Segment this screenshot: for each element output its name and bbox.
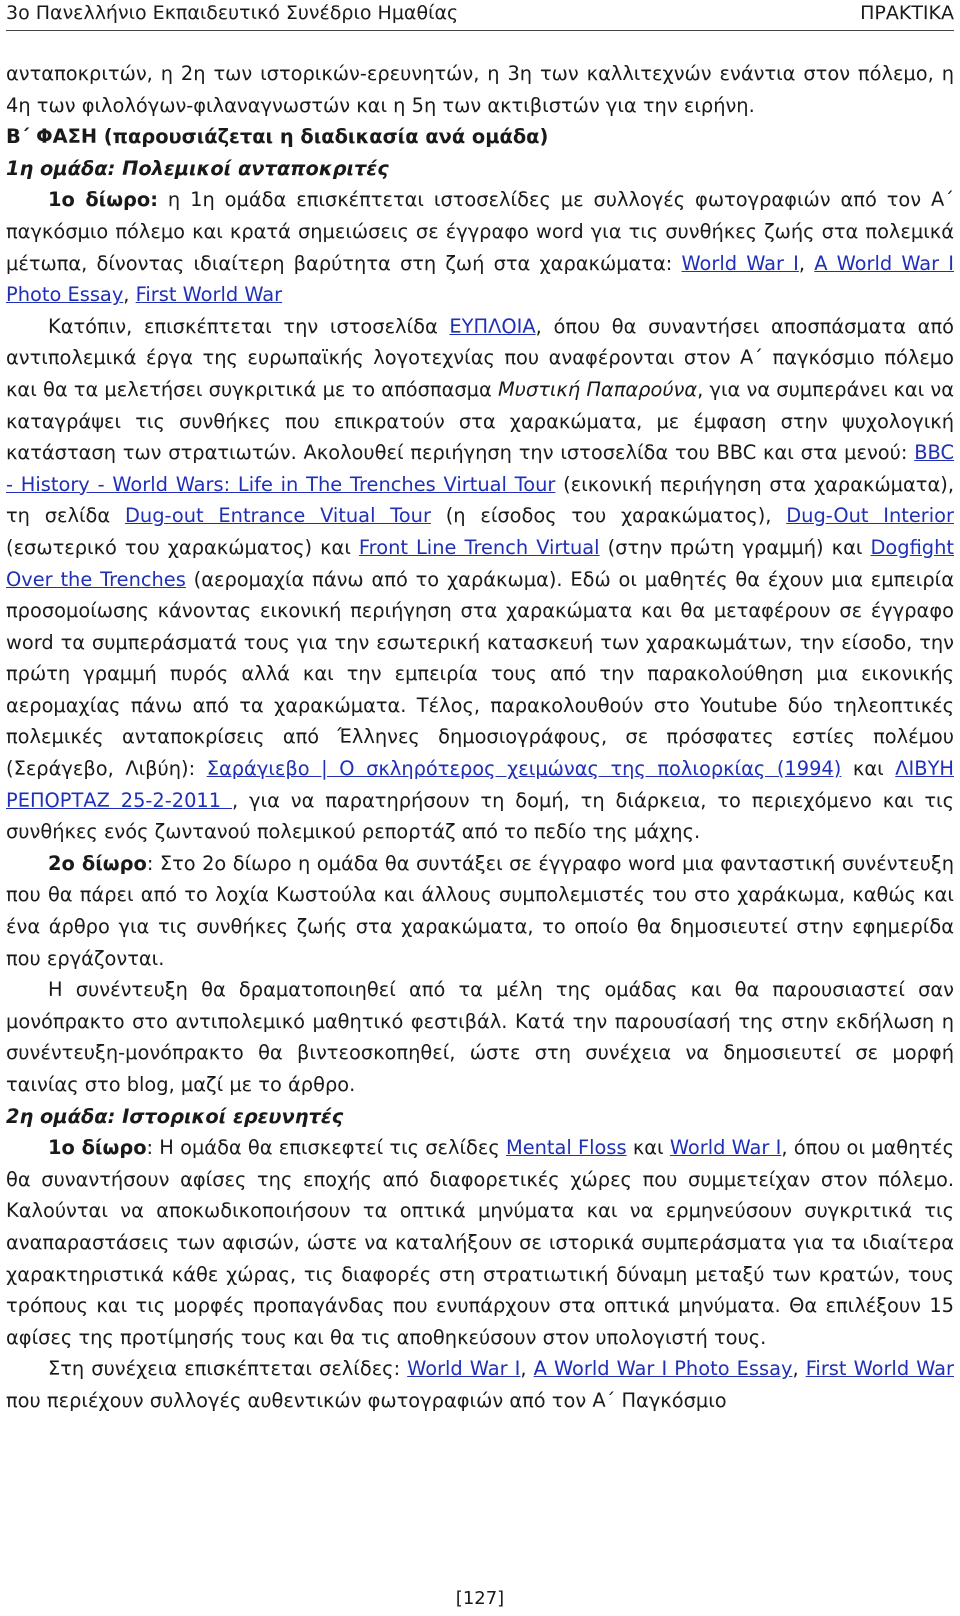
paragraph-group1-tour: Κατόπιν, επισκέπτεται την ιστοσελίδα ΕΥΠΛΟΙΑ, όπου θα συναντήσει αποσπάσματα από αντιπολεμικά έργα της ευρωπαϊκής λογοτεχνίας που αναφέρονται στον Α΄ παγκόσμιο πόλεμο και θα τα μελετήσει συγκριτικά με το απόσπασμα Μυστική Παπαρούνα, για να συμπεράνει και να καταγράψει τις συνθήκες που επικρατούν στα χαρακώματα, με έμφαση στην ψυχολογική κατάσταση των στρατιωτών. Ακολουθεί περιήγηση την ιστοσελίδα του BBC και στα μενού: BBC - History - World Wars: Life in The Trenches Virtual Tour (εικονική περιήγηση στα χαρακώματα), τη σελίδα Dug-out Entrance Vitual Tour (η είσοδος του χαρακώματος), Dug-Out Interior (εσωτερικό του χαρακώματος) και Front Line Trench Virtual (στην πρώτη γραμμή) και Dogfight Over the Trenches (αερομαχία πάνω από το χαράκωμα). Εδώ οι μαθητές θα έχουν μια εμπειρία προσομοίωσης κάνοντας εικονική περιήγηση στα χαρακώματα και θα μεταφέρουν σε έγγραφο word τα συμπεράσματά τους για την εσωτερική κατασκευή των χαρακωμάτων, την είσοδο, την πρώτη γραμμή πυρός αλλά και την εμπειρία τους από την παρακολούθηση μια εικονικής αερομαχίας πάνω από τα χαρακώματα. Τέλος, παρακολουθούν στο Youtube δύο τηλεοπτικές πολεμικές ανταποκρίσεις από Έλληνες δημοσιογράφους, σε πρόσφατες εστίες πολέμου (Σεράγεβο, Λιβύη): Σαράγιεβο | Ο σκληρότερος χειμώνας της πολιορκίας (1994) και ΛΙΒΥΗ ΡΕΠΟΡΤΑΖ 25-2-2011 , για να παρατηρήσουν τη δομή, τη διάρκεια, το περιεχόμενο και τις συνθήκες ενός ζωντανού πολεμικού ρεπορτάζ από το πεδίο της μάχης. [6,314,955,844]
paragraph-group1-session1: 1ο δίωρο: η 1η ομάδα επισκέπτεται ιστοσελίδες με συλλογές φωτογραφιών από τον Α΄ παγκόσμιο πόλεμο και κρατά σημειώσεις σε έγγραφο word για τις συνθήκες ζωής στα πολεμικά μέτωπα, δίνοντας ιδιαίτερη βαρύτητα στη ζωή στα χαρακώματα: World War I, A World War I Photo Essay, First World War [6,188,955,307]
group2-heading: 2η ομάδα: Ιστορικοί ερευνητές [6,1104,344,1128]
link-front-line-trench[interactable]: Front Line Trench Virtual [358,535,600,559]
session-label: 1ο δίωρο: [48,188,159,212]
page-header [6,0,954,31]
link-world-war-i[interactable]: World War I [681,251,799,275]
document-body [6,58,954,1417]
link-sarajevo-video[interactable]: Σαράγιεβο | Ο σκληρότερος χειμώνας της πολιορκίας (1994) [206,757,842,781]
link-photo-essay[interactable]: A World War I Photo Essay [6,251,955,307]
link-eyploia[interactable]: ΕΥΠΛΟΙΑ [449,314,536,338]
link-dugout-entrance[interactable]: Dug-out Entrance Vitual Tour [124,504,431,528]
link-first-world-war[interactable]: First World War [135,283,283,307]
paragraph-group2-session1: 1ο δίωρο: Η ομάδα θα επισκεφτεί τις σελίδες Mental Floss και World War I, όπου οι μαθητές θα συναντήσουν αφίσες της εποχής από διαφορετικές χώρες που συμμετείχαν στον πόλεμο. Καλούνται να αποκωδικοποιήσουν τα οπτικά μηνύματα και να ερμηνεύσουν συγκριτικά τις αναπαραστάσεις των αφισών, ώστε να καταλήξουν σε ιστορικά συμπεράσματα για τα ιδιαίτερα χαρακτηριστικά κάθε χώρας, τις διαφορές στη στρατιωτική δύναμη μεταξύ των κρατών, τους τρόπους και τις μορφές προπαγάνδας που ενυπάρχουν στα οπτικά μηνύματα. Θα επιλέξουν 15 αφίσες της προτίμησής τους και θα τις αποθηκεύσουν στον υπολογιστή τους. [6,1136,954,1349]
link-bbc-trenches-tour[interactable]: BBC - History - World Wars: Life in The Trenches Virtual Tour [6,441,954,496]
phase-heading: Β΄ ΦΑΣΗ (παρουσιάζεται η διαδικασία ανά ομάδα) [6,125,549,149]
session-label: 2ο δίωρο [48,851,147,875]
paragraph-group1-interview: Η συνέντευξη θα δραματοποιηθεί από τα μέλη της ομάδας και θα παρουσιαστεί σαν μονόπρακτο στο αντιπολεμικό μαθητικό φεστιβάλ. Κατά την παρουσίασή της στην εκδήλωση η συνέντευξη-μονόπρακτο θα βιντεοσκοπηθεί, ώστε στη συνέχεια να δημοσιευτεί σε μορφή ταινίας στο blog, μαζί με το άρθρο. [6,978,954,1096]
link-photo-essay[interactable]: A World War I Photo Essay [533,1357,793,1381]
link-dugout-interior[interactable]: Dug-Out Interior [786,504,954,528]
link-world-war-i-posters[interactable]: World War I [669,1136,782,1160]
link-first-world-war[interactable]: First World War [805,1357,954,1381]
section-label: ΠΡΑΚΤΙΚΑ [860,2,954,24]
session-label: 1ο δίωρο [48,1136,147,1160]
group1-heading: 1η ομάδα: Πολεμικοί ανταποκριτές [6,156,389,180]
paragraph-intro: ανταποκριτών, η 2η των ιστορικών-ερευνητών, η 3η των καλλιτεχνών ενάντια στον πόλεμο, η 4η των φιλολόγων-φιλαναγνωστών και η 5η των ακτιβιστών για την ειρήνη. [6,62,954,117]
link-world-war-i[interactable]: World War I [407,1357,521,1381]
book-title: Μυστική Παπαρούνα [497,377,698,401]
conference-title: 3ο Πανελλήνιο Εκπαιδευτικό Συνέδριο Ημαθίας [6,2,459,24]
link-dogfight[interactable]: Dogfight Over the Trenches [6,535,954,591]
paragraph-group1-session2: 2ο δίωρο: Στο 2ο δίωρο η ομάδα θα συντάξει σε έγγραφο word μια φανταστική συνέντευξη που θα πάρει από το λοχία Κωστούλα και άλλους συμπολεμιστές του στο χαράκωμα, καθώς και ένα άρθρο για τις συνθήκες ζωής στα χαρακώματα, το οποίο θα δημοσιευτεί στην εφημερίδα που εργάζονται. [6,851,954,970]
link-mental-floss[interactable]: Mental Floss [505,1136,627,1160]
link-libya-report[interactable]: ΛΙΒΥΗ ΡΕΠΟΡΤΑΖ 25-2-2011 [6,757,954,812]
page-number: [127] [455,1588,505,1609]
paragraph-group2-photos: Στη συνέχεια επισκέπτεται σελίδες: World War I, A World War I Photo Essay, First World War που περιέχουν συλλογές αυθεντικών φωτογραφιών από τον Α΄ Παγκόσμιο [6,1357,954,1412]
